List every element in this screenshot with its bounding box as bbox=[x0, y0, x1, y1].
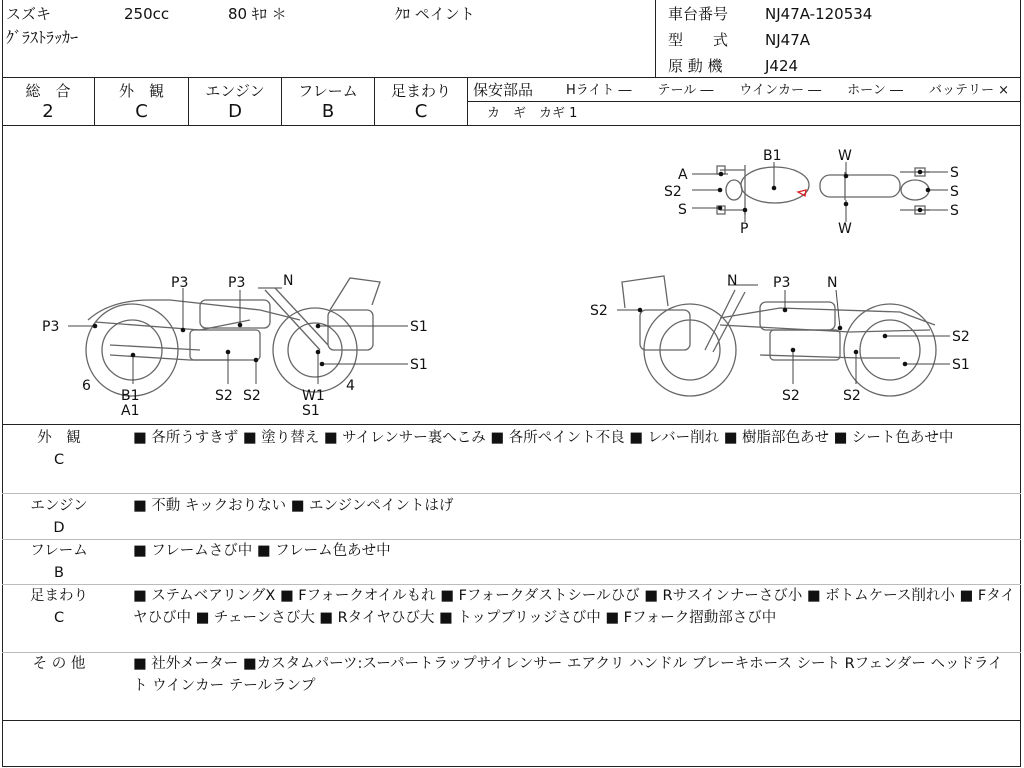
diagram-label: A1 bbox=[121, 403, 140, 419]
diagram-label: P3 bbox=[42, 319, 60, 335]
section-text-suspension: ■ ステムベアリングX ■ Fフォークオイルもれ ■ Fフォークダストシールひび ■ Rサスインナーさび小 ■ ボトムケース削れ小 ■ Fタイヤひび中 ■ チェーンさび大 ■ Rタイヤひび大 ■ トップブリッジさび中 ■ Fフォーク摺動部さび中 bbox=[133, 588, 1015, 626]
section-label-exterior: 外 観 bbox=[37, 430, 81, 446]
grade-label-engine: エンジン bbox=[205, 82, 265, 100]
right-view-labels bbox=[590, 273, 970, 404]
section-label-other: そ の 他 bbox=[32, 656, 86, 672]
displacement: 250cc bbox=[124, 5, 170, 23]
grade-value-overall: 2 bbox=[42, 101, 54, 122]
type-label: 型 式 bbox=[668, 31, 729, 49]
grade-value-frame: B bbox=[321, 101, 335, 122]
section-grade-exterior: C bbox=[53, 452, 65, 468]
safety-items: Hライト ― テール ― ウインカー ― ホーン ― バッテリー × bbox=[566, 83, 1010, 98]
condition-diagram bbox=[0, 126, 1024, 424]
model-name: ｸﾞﾗｽﾄﾗｯｶｰ bbox=[6, 28, 79, 47]
diagram-label: S1 bbox=[410, 319, 428, 335]
frame-number: NJ47A-120534 bbox=[765, 5, 873, 23]
diagram-label: S2 bbox=[215, 388, 233, 404]
type-value: NJ47A bbox=[765, 31, 810, 49]
section-text-engine: ■ 不動 キックおりない ■ エンジンペイントはげ bbox=[133, 498, 454, 514]
top-view-bike bbox=[717, 165, 930, 215]
diagram-label: B1 bbox=[763, 148, 782, 164]
section-grade-frame: B bbox=[54, 565, 64, 581]
diagram-label: S2 bbox=[952, 329, 970, 345]
grade-label-suspension: 足まわり bbox=[390, 82, 451, 100]
diagram-label: 6 bbox=[82, 378, 91, 394]
grade-value-engine: D bbox=[228, 101, 242, 122]
diagram-label: S1 bbox=[302, 403, 320, 419]
diagram-label: P bbox=[740, 221, 749, 237]
diagram-label: S1 bbox=[952, 357, 970, 373]
diagram-label: P3 bbox=[773, 275, 791, 291]
section-label-engine: エンジン bbox=[30, 498, 88, 514]
section-divider bbox=[2, 493, 1021, 494]
grade-label-frame: フレーム bbox=[298, 82, 358, 100]
engine-label: 原 動 機 bbox=[668, 57, 723, 75]
diagram-label: W1 bbox=[302, 388, 325, 404]
diagram-label: S2 bbox=[782, 388, 800, 404]
diagram-rule bbox=[2, 424, 1021, 425]
mileage: 80 ｷﾛ ＊ bbox=[228, 5, 287, 23]
engine-value: J424 bbox=[765, 57, 799, 75]
diagram-label: N bbox=[827, 275, 838, 291]
grade-value-exterior: C bbox=[135, 101, 148, 122]
diagram-label: W bbox=[838, 148, 852, 164]
header-rule bbox=[2, 77, 1021, 78]
section-text-other: ■ 社外メーター ■カスタムパーツ:スーパートラップサイレンサー エアクリ ハンドル ブレーキホース シート Rフェンダー ヘッドライト ウインカー テールランプ bbox=[133, 656, 1003, 694]
diagram-label: W bbox=[838, 221, 852, 237]
diagram-label: B1 bbox=[121, 388, 140, 404]
key-info: カ ギ カギ 1 bbox=[487, 106, 578, 121]
maker: スズキ bbox=[6, 5, 52, 23]
safety-divider bbox=[468, 101, 1021, 102]
diagram-label: S2 bbox=[590, 303, 608, 319]
grade-value-suspension: C bbox=[414, 101, 428, 122]
diagram-label: A bbox=[678, 167, 688, 183]
diagram-label: S bbox=[678, 202, 687, 218]
section-text-frame: ■ フレームさび中 ■ フレーム色あせ中 bbox=[133, 543, 391, 559]
diagram-label: 4 bbox=[346, 378, 355, 394]
diagram-label: N bbox=[727, 273, 738, 289]
left-view-labels bbox=[42, 273, 428, 419]
left-view-bike bbox=[86, 278, 380, 396]
section-text-exterior: ■ 各所うすきず ■ 塗り替え ■ サイレンサー裏へこみ ■ 各所ペイント不良 ■ レバー削れ ■ 樹脂部色あせ ■ シート色あせ中 bbox=[133, 430, 954, 446]
section-label-frame: フレーム bbox=[30, 543, 88, 559]
diagram-label: S bbox=[950, 203, 959, 219]
frame-number-label: 車台番号 bbox=[668, 5, 729, 23]
diagram-label: S1 bbox=[410, 357, 428, 373]
diagram-label: S2 bbox=[664, 184, 682, 200]
section-divider bbox=[2, 720, 1021, 721]
diagram-label: S2 bbox=[843, 388, 861, 404]
section-label-suspension: 足まわり bbox=[30, 588, 88, 604]
section-grade-suspension: C bbox=[53, 610, 65, 626]
section-grade-engine: D bbox=[53, 520, 65, 536]
diagram-label: S2 bbox=[243, 388, 261, 404]
top-view-labels bbox=[664, 148, 959, 237]
diagram-label: S bbox=[950, 184, 959, 200]
safety-label: 保安部品 bbox=[473, 81, 534, 99]
diagram-label: N bbox=[283, 273, 294, 289]
grade-label-overall: 総 合 bbox=[25, 82, 71, 100]
diagram-label: P3 bbox=[228, 275, 246, 291]
color: ｸﾛ ペイント bbox=[395, 5, 475, 23]
grade-label-exterior: 外 観 bbox=[118, 82, 164, 100]
header-divider bbox=[655, 0, 656, 78]
diagram-label: S bbox=[950, 165, 959, 181]
diagram-label: P3 bbox=[171, 275, 189, 291]
